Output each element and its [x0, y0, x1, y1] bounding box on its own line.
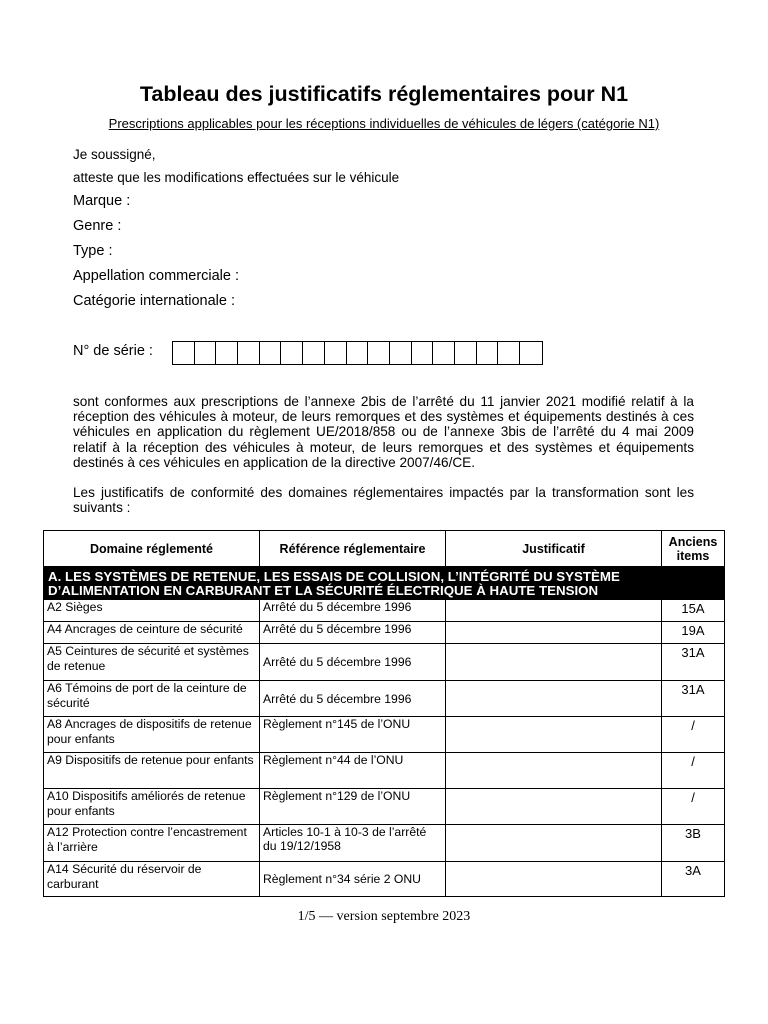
serial-box[interactable]	[347, 342, 369, 364]
cell-justificatif[interactable]	[446, 717, 662, 753]
header-domaine: Domaine réglementé	[44, 531, 260, 567]
cell-anciens: 15A	[662, 600, 725, 622]
cell-reference: Arrêté du 5 décembre 1996	[260, 644, 446, 681]
page-subtitle: Prescriptions applicables pour les réceptions individuelles de véhicules de légers (catégorie N1)	[108, 116, 660, 131]
cell-domaine: A2 Sièges	[44, 600, 260, 622]
cell-anciens: 31A	[662, 681, 725, 717]
page-footer: 1/5 — version septembre 2023	[297, 909, 471, 924]
header-anciens-items: Anciens items	[662, 531, 725, 567]
cell-justificatif[interactable]	[446, 825, 662, 862]
header-reference: Référence réglementaire	[260, 531, 446, 567]
cell-anciens: /	[662, 789, 725, 825]
cell-anciens: 3A	[662, 862, 725, 897]
serial-box[interactable]	[216, 342, 238, 364]
cell-justificatif[interactable]	[446, 600, 662, 622]
field-type: Type :	[73, 243, 113, 259]
table-row	[44, 825, 725, 862]
cell-domaine: A5 Ceintures de sécurité et systèmes de retenue	[44, 644, 260, 681]
serial-box[interactable]	[477, 342, 499, 364]
cell-anciens: 19A	[662, 622, 725, 644]
serial-label: N° de série :	[73, 343, 153, 359]
table-row	[44, 862, 725, 897]
field-appellation: Appellation commerciale :	[73, 268, 240, 284]
table-row	[44, 681, 725, 717]
serial-box[interactable]	[390, 342, 412, 364]
field-categorie: Catégorie internationale :	[73, 293, 236, 309]
cell-anciens: /	[662, 717, 725, 753]
table-row	[44, 600, 725, 622]
serial-box[interactable]	[412, 342, 434, 364]
cell-domaine: A6 Témoins de port de la ceinture de sécurité	[44, 681, 260, 717]
cell-justificatif[interactable]	[446, 789, 662, 825]
cell-domaine: A8 Ancrages de dispositifs de retenue pour enfants	[44, 717, 260, 753]
serial-number-boxes[interactable]	[172, 341, 543, 365]
section-row	[44, 567, 725, 600]
serial-box[interactable]	[173, 342, 195, 364]
cell-reference: Règlement n°145 de l’ONU	[260, 717, 446, 753]
cell-reference: Règlement n°44 de l’ONU	[260, 753, 446, 789]
serial-box[interactable]	[498, 342, 520, 364]
table-row	[44, 717, 725, 753]
cell-reference: Arrêté du 5 décembre 1996	[260, 622, 446, 644]
cell-anciens: /	[662, 753, 725, 789]
cell-reference: Arrêté du 5 décembre 1996	[260, 681, 446, 717]
serial-box[interactable]	[368, 342, 390, 364]
cell-justificatif[interactable]	[446, 862, 662, 897]
cell-reference: Articles 10-1 à 10-3 de l’arrêté du 19/12/1958	[260, 825, 446, 862]
table-row	[44, 789, 725, 825]
serial-box[interactable]	[433, 342, 455, 364]
serial-box[interactable]	[455, 342, 477, 364]
cell-domaine: A12 Protection contre l’encastrement à l’arrière	[44, 825, 260, 862]
section-a-title: A. LES SYSTÈMES DE RETENUE, LES ESSAIS DE COLLISION, L’INTÉGRITÉ DU SYSTÈME D’ALIMENTATION EN CARBURANT ET LA SÉCURITÉ ÉLECTRIQUE À HAUTE TENSION	[44, 567, 725, 600]
cell-anciens: 31A	[662, 644, 725, 681]
justificatifs-intro: Les justificatifs de conformité des domaines réglementaires impactés par la transformation sont les suivants :	[73, 485, 694, 516]
table-row	[44, 753, 725, 789]
table-row	[44, 622, 725, 644]
serial-box[interactable]	[520, 342, 542, 364]
page-title: Tableau des justificatifs réglementaires pour N1	[139, 82, 629, 106]
field-genre: Genre :	[73, 218, 122, 234]
conformity-paragraph: sont conformes aux prescriptions de l’annexe 2bis de l’arrêté du 11 janvier 2021 modifié relatif à la réception des véhicules à moteur, de leurs remorques et des systèmes et équipements destinés à ces véhicules en application du règlement UE/2018/858 ou de l’annexe 3bis de l’arrêté du 4 mai 2009 relatif à la réception des véhicules à moteur, de leurs remorques et des systèmes et équipements destinés à ces véhicules en application de la directive 2007/46/CE.	[73, 394, 694, 470]
attestation-intro: Je soussigné,	[73, 147, 156, 162]
cell-justificatif[interactable]	[446, 681, 662, 717]
table-header-row	[44, 531, 725, 567]
serial-box[interactable]	[238, 342, 260, 364]
serial-box[interactable]	[325, 342, 347, 364]
justificatifs-table	[43, 530, 725, 897]
cell-domaine: A10 Dispositifs améliorés de retenue pour enfants	[44, 789, 260, 825]
cell-justificatif[interactable]	[446, 622, 662, 644]
serial-box[interactable]	[260, 342, 282, 364]
cell-anciens: 3B	[662, 825, 725, 862]
cell-domaine: A4 Ancrages de ceinture de sécurité	[44, 622, 260, 644]
cell-reference: Règlement n°34 série 2 ONU	[260, 862, 446, 897]
serial-box[interactable]	[195, 342, 217, 364]
attestation-statement: atteste que les modifications effectuées sur le véhicule	[73, 170, 400, 185]
cell-justificatif[interactable]	[446, 644, 662, 681]
cell-domaine: A9 Dispositifs de retenue pour enfants	[44, 753, 260, 789]
serial-box[interactable]	[303, 342, 325, 364]
table-row	[44, 644, 725, 681]
field-marque: Marque :	[73, 193, 131, 209]
cell-reference: Arrêté du 5 décembre 1996	[260, 600, 446, 622]
cell-justificatif[interactable]	[446, 753, 662, 789]
cell-reference: Règlement n°129 de l’ONU	[260, 789, 446, 825]
serial-box[interactable]	[281, 342, 303, 364]
header-justificatif: Justificatif	[446, 531, 662, 567]
cell-domaine: A14 Sécurité du réservoir de carburant	[44, 862, 260, 897]
